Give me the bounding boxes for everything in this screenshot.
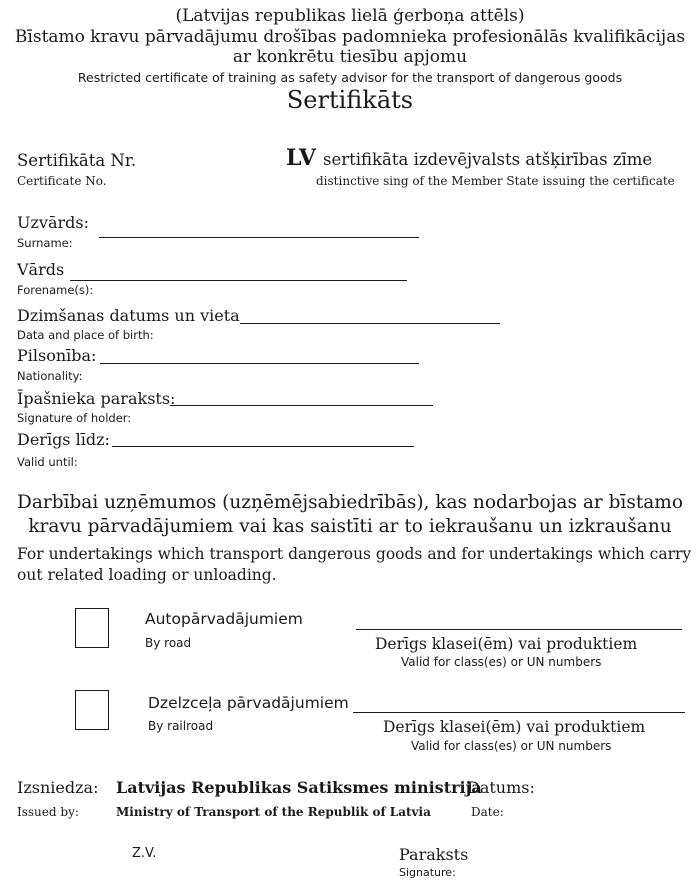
forename-field[interactable]: [70, 280, 407, 281]
road-valid-label-en: Valid for class(es) or UN numbers: [401, 655, 602, 669]
issued-by-label: Izsniedza:: [17, 778, 99, 797]
signature-holder-label-en: Signature of holder:: [17, 411, 132, 425]
date-label-en: Date:: [471, 805, 504, 819]
signature-holder-label: Īpašnieka paraksts:: [17, 389, 176, 408]
railroad-label-en: By railroad: [148, 719, 214, 733]
scope-en-line-1: For undertakings which transport dangerous goods and for undertakings which carry: [17, 545, 692, 563]
scope-en-line-2: out related loading or unloading.: [17, 566, 277, 584]
road-label-en: By road: [145, 636, 192, 650]
certificate-number-label: Sertifikāta Nr.: [17, 151, 137, 170]
signature-label-en: Signature:: [399, 866, 456, 879]
title-lv-line-1: Bīstamo kravu pārvadājumu drošības padomnieka profesionālās kvalifikācijas: [14, 27, 686, 47]
scope-lv-line-2: kravu pārvadājumiem vai kas saistīti ar to iekraušanu un izkraušanu: [28, 516, 672, 537]
issuer-name: Latvijas Republikas Satiksmes ministrija: [116, 778, 482, 797]
surname-field[interactable]: [99, 237, 419, 238]
railroad-valid-label: Derīgs klasei(ēm) vai produktiem: [383, 718, 646, 736]
issued-by-label-en: Issued by:: [17, 805, 79, 819]
birth-label: Dzimšanas datums un vieta: [17, 306, 240, 325]
railroad-label: Dzelzceļa pārvadājumiem: [148, 694, 349, 712]
issuer-sign-label-en: distinctive sing of the Member State issuing the certificate: [316, 174, 675, 188]
birth-label-en: Data and place of birth:: [17, 328, 154, 342]
issuer-sign-label: sertifikāta izdevējvalsts atšķirības zīme: [323, 150, 653, 169]
surname-label: Uzvārds:: [17, 213, 89, 232]
road-checkbox[interactable]: [75, 608, 109, 648]
date-label: Datums:: [467, 778, 535, 797]
stamp-label: Z.V.: [132, 846, 157, 861]
forename-label-en: Forename(s):: [17, 283, 94, 297]
valid-until-label-en: Valid until:: [17, 455, 78, 469]
birth-field[interactable]: [240, 323, 500, 324]
nationality-field[interactable]: [100, 363, 419, 364]
valid-until-field[interactable]: [112, 446, 414, 447]
signature-label: Paraksts: [399, 845, 469, 864]
railroad-checkbox[interactable]: [75, 690, 109, 730]
certificate-number-label-en: Certificate No.: [17, 174, 107, 188]
scope-lv-line-1: Darbībai uzņēmumos (uzņēmējsabiedrībās), kas nodarbojas ar bīstamo: [17, 492, 683, 513]
coat-of-arms-caption: (Latvijas republikas lielā ģerboņa attēls): [175, 6, 525, 26]
country-code: LV: [286, 145, 316, 171]
surname-label-en: Surname:: [17, 236, 73, 250]
railroad-classes-field[interactable]: [353, 712, 685, 713]
railroad-valid-label-en: Valid for class(es) or UN numbers: [411, 739, 612, 753]
issuer-name-en: Ministry of Transport of the Republik of Latvia: [116, 805, 431, 819]
title-lv-line-2: ar konkrētu tiesību apjomu: [232, 47, 468, 67]
nationality-label: Pilsonība:: [17, 346, 97, 365]
signature-holder-field[interactable]: [170, 405, 433, 406]
page-title: Sertifikāts: [286, 86, 414, 114]
nationality-label-en: Nationality:: [17, 369, 83, 383]
forename-label: Vārds: [17, 260, 65, 279]
road-valid-label: Derīgs klasei(ēm) vai produktiem: [375, 635, 638, 653]
road-classes-field[interactable]: [356, 629, 682, 630]
valid-until-label: Derīgs līdz:: [17, 430, 110, 449]
title-en: Restricted certificate of training as safety advisor for the transport of dangerous goods: [77, 70, 623, 85]
road-label: Autopārvadājumiem: [145, 610, 303, 628]
